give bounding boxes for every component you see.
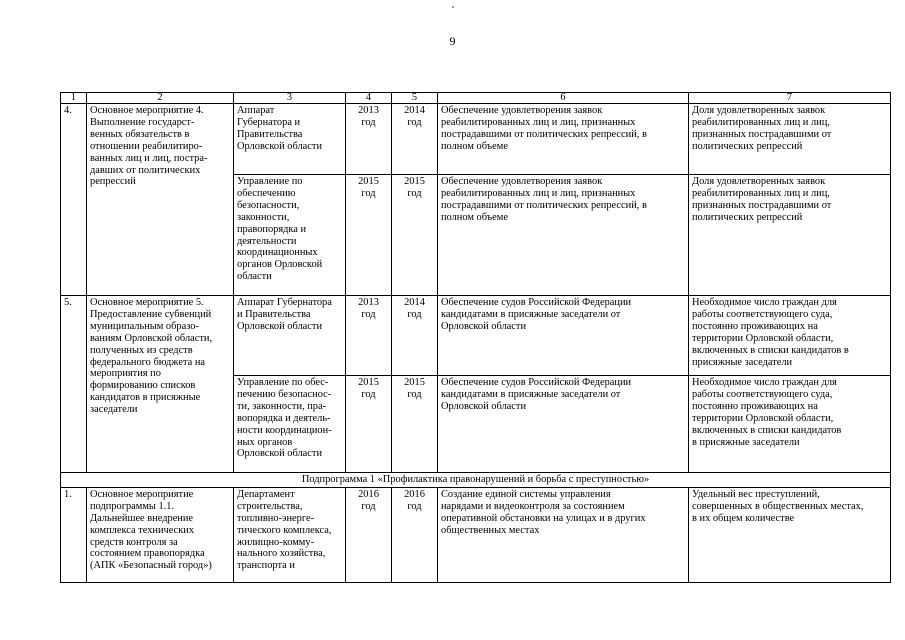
- page-number: 9: [449, 34, 456, 48]
- indicator: Доля удовлетворенных заявок реабилитированных лиц и лиц, признанных пострадавшими от политических репрессий: [689, 104, 891, 175]
- scan-speck: [452, 6, 454, 8]
- executor: Аппарат Губернатора и Правительства Орловской области: [234, 296, 346, 376]
- row-number: 1.: [61, 487, 87, 582]
- executor: Департамент строительства, топливно-энерге- тического комплекса, жилищно-комму- нального хозяйства, транспорта и: [234, 487, 346, 582]
- start-year: 2015 год: [346, 175, 392, 296]
- end-year: 2014 год: [392, 104, 438, 175]
- start-year: 2013 год: [346, 104, 392, 175]
- column-number-row: [61, 93, 891, 104]
- activity-name: Основное мероприятие 5. Предоставление субвенций муниципальным образо- ваниям Орловской области, полученных из средств федерального бюджета на мероприятия по формированию списков кандидатов в присяжные заседатели: [87, 296, 234, 473]
- expected-result: Обеспечение судов Российской Федерации кандидатами в присяжные заседатели от Орловской области: [438, 376, 689, 473]
- row-number: 4.: [61, 104, 87, 296]
- subprogram-row: [61, 473, 891, 488]
- start-year: 2015 год: [346, 376, 392, 473]
- column-number: 6: [438, 93, 689, 104]
- start-year: 2013 год: [346, 296, 392, 376]
- indicator: Удельный вес преступлений, совершенных в общественных местах, в их общем количестве: [689, 487, 891, 582]
- column-number: 5: [392, 93, 438, 104]
- column-number: 7: [689, 93, 891, 104]
- expected-result: Обеспечение удовлетворения заявок реабилитированных лиц и лиц, признанных пострадавшими от политических репрессий, в полном объеме: [438, 104, 689, 175]
- executor: Управление по обеспечению безопасности, законности, правопорядка и деятельности координационных органов Орловской области: [234, 175, 346, 296]
- indicator: Необходимое число граждан для работы соответствующего суда, постоянно проживающих на территории Орловской области, включенных в списки кандидатов в присяжные заседатели: [689, 376, 891, 473]
- start-year: 2016 год: [346, 487, 392, 582]
- end-year: 2016 год: [392, 487, 438, 582]
- column-number: 1: [61, 93, 87, 104]
- expected-result: Обеспечение удовлетворения заявок реабилитированных лиц и лиц, признанных пострадавшими от политических репрессий, в полном объеме: [438, 175, 689, 296]
- indicator: Доля удовлетворенных заявок реабилитированных лиц и лиц, признанных пострадавшими от политических репрессий: [689, 175, 891, 296]
- row-number: 5.: [61, 296, 87, 473]
- end-year: 2015 год: [392, 175, 438, 296]
- subprogram-title: Подпрограмма 1 «Профилактика правонарушений и борьба с преступностью»: [61, 473, 891, 488]
- activity-name: Основное мероприятие 4. Выполнение государст- венных обязательств в отношении реабилитиро- ванных лиц и лиц, постра- давших от политических репрессий: [87, 104, 234, 296]
- end-year: 2015 год: [392, 376, 438, 473]
- expected-result: Обеспечение судов Российской Федерации кандидатами в присяжные заседатели от Орловской области: [438, 296, 689, 376]
- table-row: [61, 296, 891, 376]
- executor: Аппарат Губернатора и Правительства Орловской области: [234, 104, 346, 175]
- column-number: 2: [87, 93, 234, 104]
- column-number: 4: [346, 93, 392, 104]
- table-row: [61, 104, 891, 175]
- indicator: Необходимое число граждан для работы соответствующего суда, постоянно проживающих на территории Орловской области, включенных в списки кандидатов в присяжные заседатели: [689, 296, 891, 376]
- activity-name: Основное мероприятие подпрограммы 1.1. Дальнейшее внедрение комплекса технических средств контроля за состоянием правопорядка (АПК «Безопасный город»): [87, 487, 234, 582]
- table-row: [61, 487, 891, 582]
- expected-result: Создание единой системы управления нарядами и видеоконтроля за состоянием оперативной обстановки на улицах и в других общественных местах: [438, 487, 689, 582]
- end-year: 2014 год: [392, 296, 438, 376]
- activities-table: [60, 92, 891, 583]
- column-number: 3: [234, 93, 346, 104]
- executor: Управление по обес- печению безопаснос- ти, законности, пра- вопорядка и деятель- ности координацион- ных органов Орловской области: [234, 376, 346, 473]
